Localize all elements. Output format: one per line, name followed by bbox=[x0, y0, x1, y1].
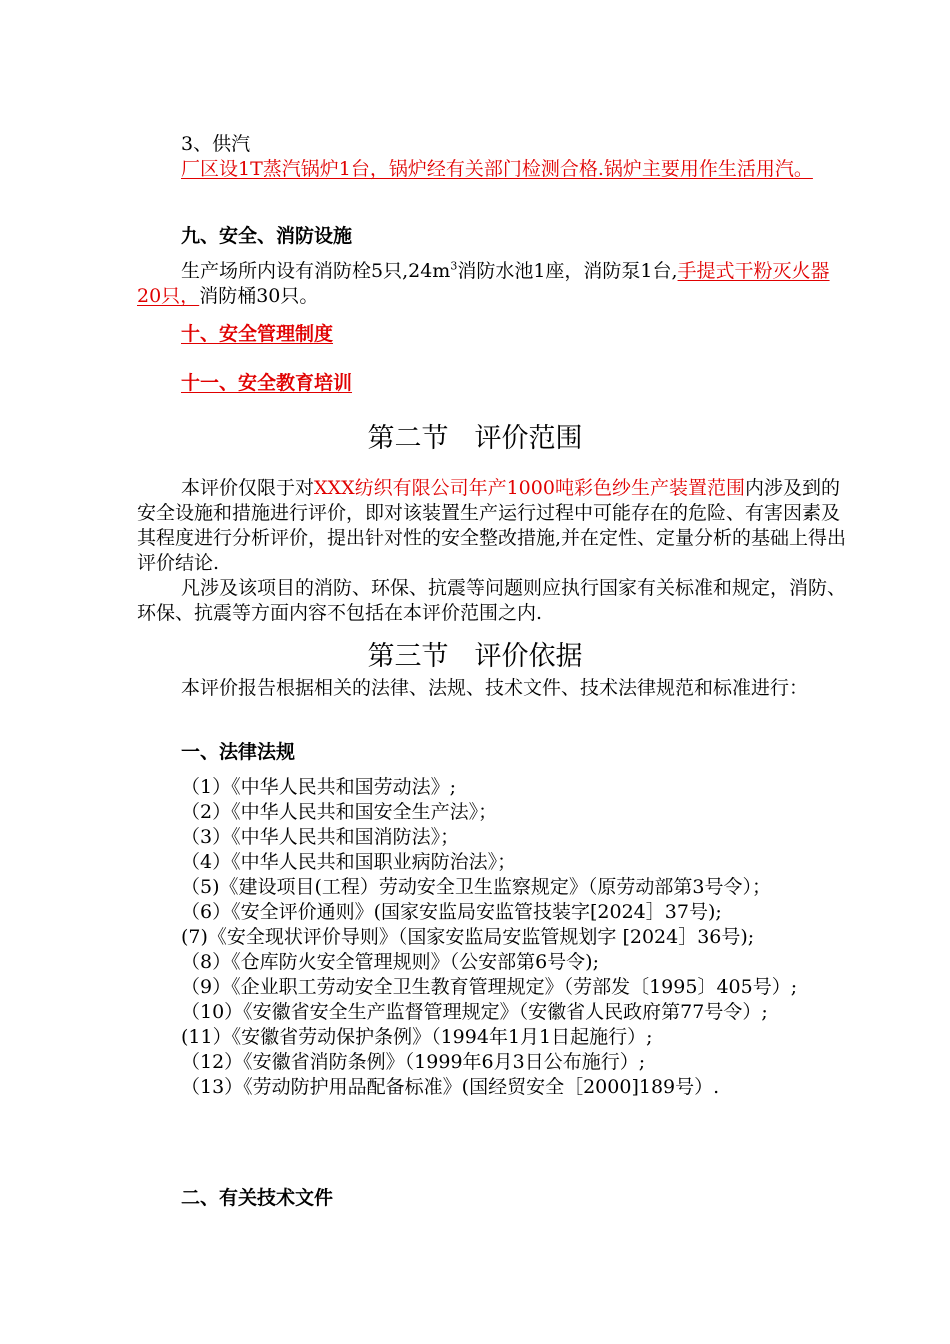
section-9-heading: 九、安全、消防设施 bbox=[181, 225, 353, 247]
scope-paragraph-2: 凡涉及该项目的消防、环保、抗震等问题则应执行国家有关标准和规定，消防、环保、抗震等方面内容不包括在本评价范围之内. bbox=[137, 577, 847, 624]
section-3-title bbox=[0, 634, 950, 673]
law-item: （9）《企业职工劳动安全卫生教育管理规定》（劳部发〔1995〕405号）; bbox=[181, 976, 798, 998]
section-10-heading: 十、安全管理制度 bbox=[181, 323, 334, 345]
law-item: （12）《安徽省消防条例》（1999年6月3日公布施行）; bbox=[181, 1051, 646, 1073]
law-item: （10）《安徽省安全生产监督管理规定》（安徽省人民政府第77号令）; bbox=[181, 1001, 768, 1023]
section-11-heading: 十一、安全教育培训 bbox=[181, 372, 353, 394]
law-item: (11）《安徽省劳动保护条例》（1994年1月1日起施行）; bbox=[181, 1026, 653, 1048]
section-9-text bbox=[137, 259, 847, 309]
supply-heading: 3、供汽 bbox=[181, 133, 251, 155]
fire-extinguisher-text: 手提式干粉灭火器20只， bbox=[137, 260, 830, 307]
section-3-number: 第三节 bbox=[367, 641, 449, 672]
tech-docs-heading: 二、有关技术文件 bbox=[181, 1187, 334, 1209]
fire-facilities-text-c: 消防桶30只。 bbox=[199, 285, 319, 307]
section-2-title bbox=[0, 416, 950, 455]
law-item: (7)《安全现状评价导则》（国家安监局安监管规划字 [2024］36号); bbox=[181, 926, 755, 948]
scope-text-a: 本评价仅限于对 bbox=[181, 477, 315, 499]
law-item: （8）《仓库防火安全管理规则》（公安部第6号令); bbox=[181, 951, 599, 973]
law-item: （2）《中华人民共和国安全生产法》； bbox=[181, 801, 498, 823]
law-item: （4）《中华人民共和国职业病防治法》； bbox=[181, 851, 517, 873]
law-item: （1）《中华人民共和国劳动法》; bbox=[181, 776, 456, 798]
scope-project-name: XXX纺织有限公司年产1000吨彩色纱生产装置范围 bbox=[314, 477, 745, 499]
law-item: （6）《安全评价通则》(国家安监局安监管技装字[2024］37号); bbox=[181, 901, 722, 923]
basis-intro: 本评价报告根据相关的法律、法规、技术文件、技术法律规范和标准进行： bbox=[181, 677, 809, 699]
laws-list bbox=[137, 775, 847, 1100]
fire-facilities-text-b: 消防水池1座，消防泵1台, bbox=[457, 260, 678, 282]
fire-facilities-text-a: 生产场所内设有消防栓5只,24m bbox=[181, 260, 451, 282]
cubic-superscript: 3 bbox=[450, 259, 458, 273]
section-2-number: 第二节 bbox=[367, 423, 449, 454]
supply-text: 厂区设1T蒸汽锅炉1台，锅炉经有关部门检测合格.锅炉主要用作生活用汽。 bbox=[181, 158, 813, 180]
scope-text-b: 内涉及到的安全设施和措施进行评价，即对该装置生产运行过程中可能存在的危险、有害因素及其程度进行分析评价，提出针对性的安全整改措施,并在定性、定量分析的基础上得出评价结论. bbox=[137, 477, 847, 574]
law-item: （5)《建设项目(工程）劳动安全卫生监察规定》（原劳动部第3号令）； bbox=[181, 876, 772, 898]
section-2-name: 评价范围 bbox=[474, 423, 583, 454]
law-item: （3）《中华人民共和国消防法》； bbox=[181, 826, 460, 848]
scope-paragraph-1 bbox=[137, 476, 847, 576]
law-item: （13）《劳动防护用品配备标准》(国经贸安全［2000]189号）. bbox=[181, 1076, 720, 1098]
section-2-body bbox=[137, 476, 847, 626]
section-3-name: 评价依据 bbox=[474, 641, 583, 672]
supply-section bbox=[137, 132, 847, 182]
laws-heading: 一、法律法规 bbox=[181, 741, 296, 763]
